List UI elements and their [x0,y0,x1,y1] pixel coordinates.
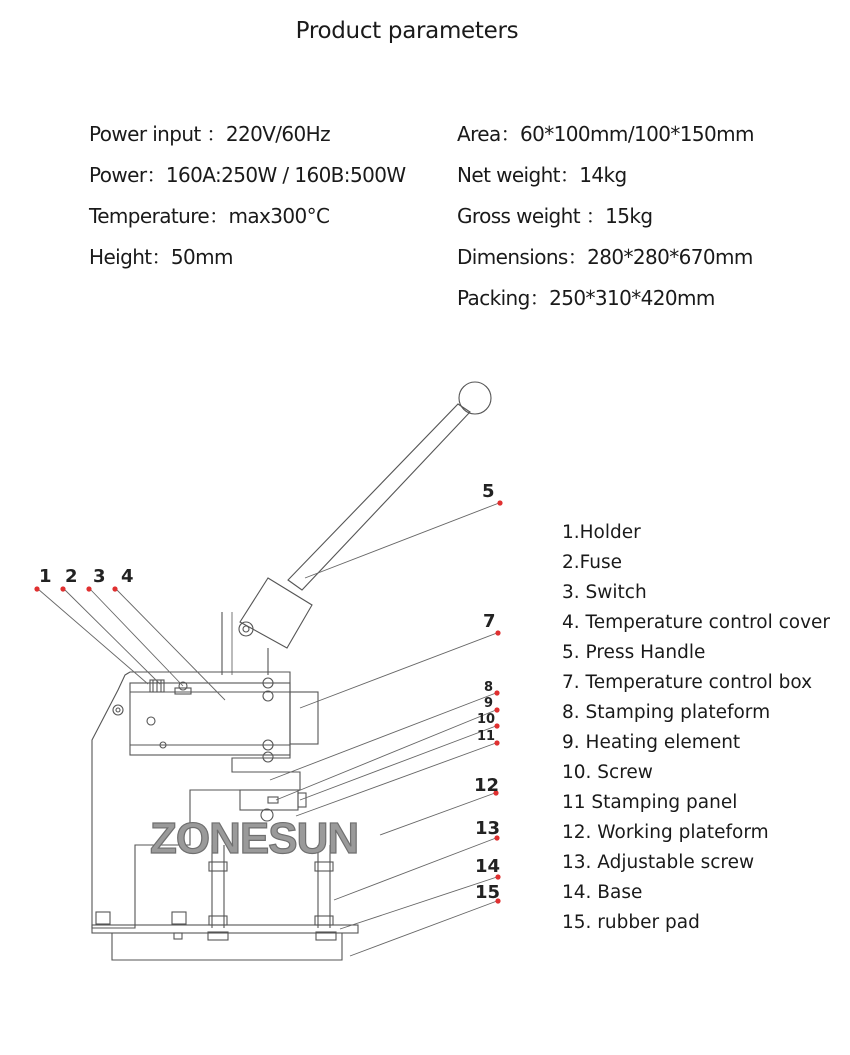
handle-hub [240,578,312,648]
watermark-logo: ZONESUN [150,814,359,863]
part-15: 15. rubber pad [562,912,700,933]
handle-ball [459,382,491,414]
callout-leaders [38,503,499,956]
callout-2: 2 [65,566,78,587]
callout-9: 9 [484,696,494,711]
part-14: 14. Base [562,882,643,903]
callout-12: 12 [474,775,500,796]
part-1: 1.Holder [562,522,641,543]
part-9: 9. Heating element [562,732,741,753]
callout-1: 1 [39,566,52,587]
part-12: 12. Working plateform [562,822,769,843]
callout-14: 14 [475,856,501,877]
part-11: 11 Stamping panel [562,792,738,813]
callout-11: 11 [477,729,496,744]
spec-power-input: Power input ：220V/60Hz [89,122,331,146]
spec-area: Area：60*100mm/100*150mm [457,122,754,146]
rubber-pad [112,933,342,960]
parts-legend [562,518,830,938]
part-3: 3. Switch [562,582,647,603]
callout-13: 13 [475,818,501,839]
callout-4: 4 [121,566,134,587]
callout-7: 7 [483,611,496,632]
part-13: 13. Adjustable screw [562,852,755,873]
callout-5: 5 [482,481,495,502]
part-5: 5. Press Handle [562,642,706,663]
callout-10: 10 [477,712,496,727]
part-8: 8. Stamping plateform [562,702,771,723]
switch [175,688,191,694]
callout-8: 8 [484,680,494,695]
part-7: 7. Temperature control box [562,672,813,693]
spec-net-weight: Net weight：14kg [457,163,627,187]
spec-gross-weight: Gross weight ：15kg [457,204,653,228]
pivot-bolt [239,622,253,636]
part-2: 2.Fuse [562,552,623,573]
temperature-control-box [290,692,318,744]
spec-temperature: Temperature：max300°C [89,204,330,228]
spec-height: Height：50mm [89,245,233,269]
column-upper [222,612,268,675]
press-handle-arm [288,404,470,590]
part-4: 4. Temperature control cover [562,612,831,633]
spec-power: Power：160A:250W / 160B:500W [89,163,406,187]
callout-3: 3 [93,566,106,587]
spec-packing: Packing：250*310*420mm [457,286,715,310]
callout-15: 15 [475,882,501,903]
part-10: 10. Screw [562,762,653,783]
spec-dimensions: Dimensions：280*280*670mm [457,245,753,269]
page-title: Product parameters [295,18,519,44]
stamping-plateform [240,790,298,810]
